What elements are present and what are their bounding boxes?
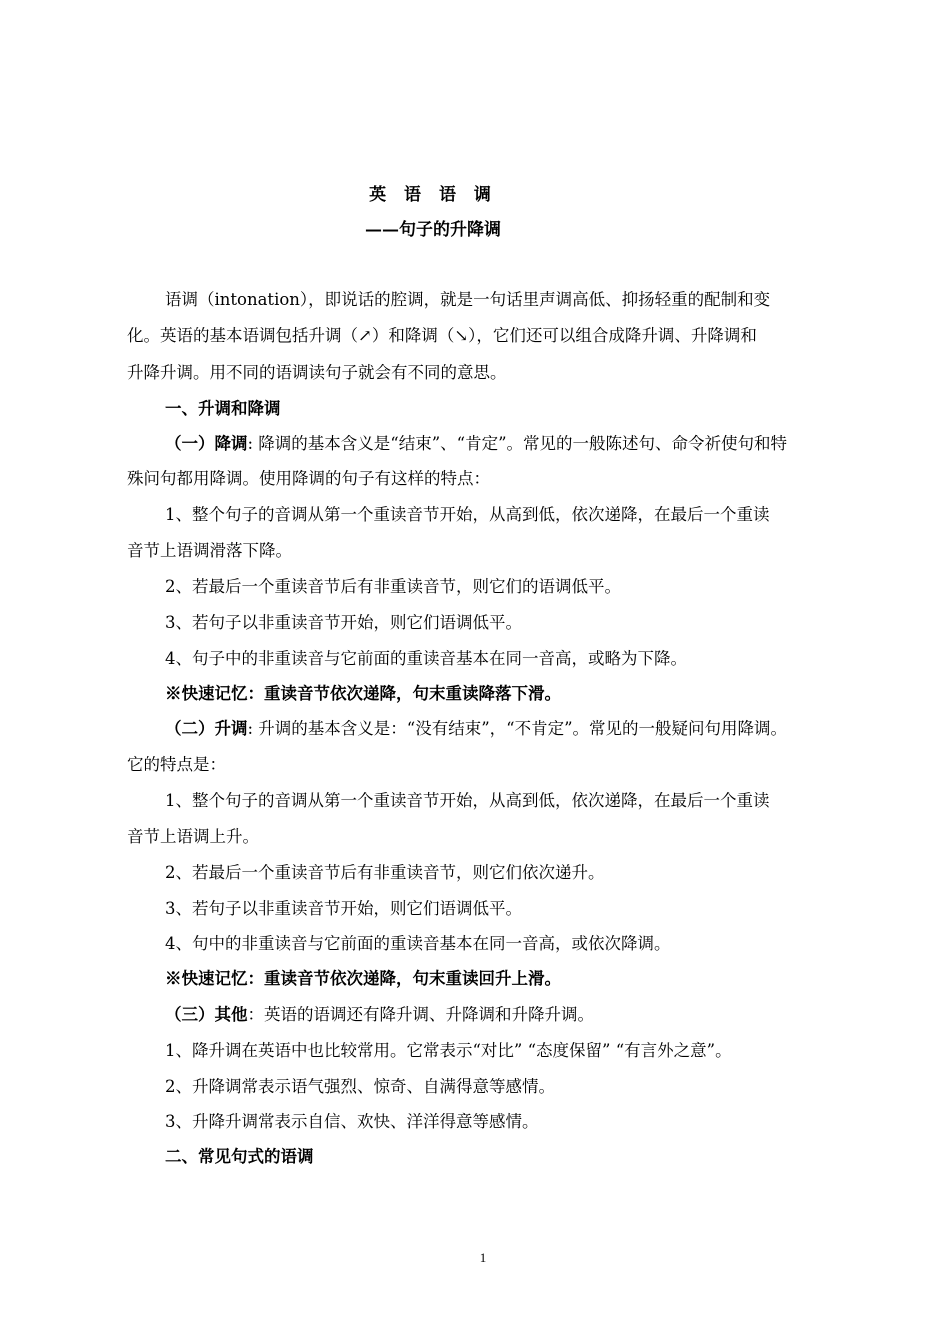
others-point: 1、降升调在英语中也比较常用。它常表示“对比” “态度保留” “有言外之意”。 [165,1041,732,1060]
rising-text: : 升调的基本含义是：“没有结束”，“不肯定”。常见的一般疑问句用降调。 [247,719,788,738]
document-subtitle: ——句子的升降调 [365,220,501,240]
intro-line-3: 升降升调。用不同的语调读句子就会有不同的意思。 [127,363,507,382]
section2-heading: 二、常见句式的语调 [165,1147,314,1166]
intro-line-2: 化。英语的基本语调包括升调（↗）和降调（↘），它们还可以组合成降升调、升降调和 [127,326,757,345]
others-point: 3、升降升调常表示自信、欢快、洋洋得意等感情。 [165,1112,539,1131]
falling-label: （一）降调 [165,434,248,453]
falling-point: 4、句子中的非重读音与它前面的重读音基本在同一音高，或略为下降。 [165,649,687,668]
falling-point: 2、若最后一个重读音节后有非重读音节，则它们的语调低平。 [165,577,621,596]
document-title: 英 语 语 调 [369,185,497,205]
falling-intro-line-1 [165,430,787,454]
rising-point: 音节上语调上升。 [127,827,259,846]
others-intro [165,1001,594,1025]
rising-intro-line-2: 它的特点是： [127,755,226,774]
rising-memo: ※快速记忆：重读音节依次递降，句末重读回升上滑。 [165,969,561,988]
section1-heading: 一、升调和降调 [165,399,281,418]
falling-point: 音节上语调滑落下降。 [127,541,292,560]
rising-label: （二）升调 [165,719,248,738]
falling-text: : 降调的基本含义是“结束”、“肯定”。常见的一般陈述句、命令祈使句和特 [247,434,788,453]
others-point: 2、升降调常表示语气强烈、惊奇、自满得意等感情。 [165,1077,555,1096]
intro-line-1: 语调（intonation），即说话的腔调，就是一句话里声调高低、抑扬轻重的配制和变 [165,290,771,309]
falling-intro-line-2: 殊问句都用降调。使用降调的句子有这样的特点： [127,469,490,488]
others-label: （三）其他 [165,1005,248,1024]
page-number: 1 [479,1250,487,1265]
falling-memo: ※快速记忆：重读音节依次递降，句末重读降落下滑。 [165,684,561,703]
falling-point: 3、若句子以非重读音节开始，则它们语调低平。 [165,613,522,632]
falling-point: 1、整个句子的音调从第一个重读音节开始，从高到低，依次递降，在最后一个重读 [165,505,770,524]
rising-point: 2、若最后一个重读音节后有非重读音节，则它们依次递升。 [165,863,605,882]
rising-point: 4、句中的非重读音与它前面的重读音基本在同一音高，或依次降调。 [165,934,671,953]
rising-intro-line-1 [165,715,787,739]
rising-point: 1、整个句子的音调从第一个重读音节开始，从高到低，依次递降，在最后一个重读 [165,791,770,810]
rising-point: 3、若句子以非重读音节开始，则它们语调低平。 [165,899,522,918]
others-text: ：英语的语调还有降升调、升降调和升降升调。 [247,1005,594,1024]
